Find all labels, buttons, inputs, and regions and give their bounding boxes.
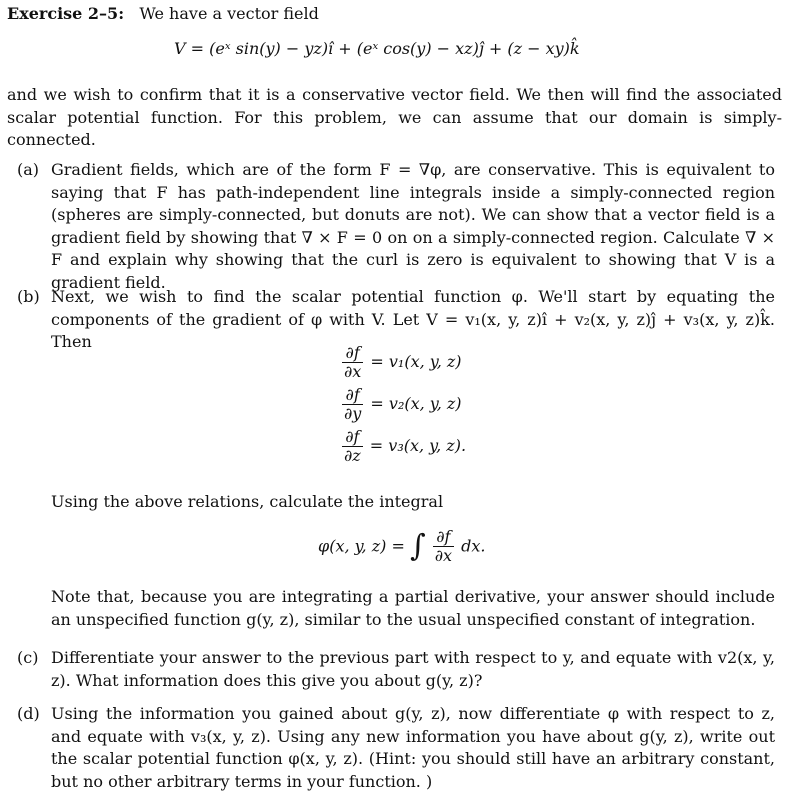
frac-dz-den: ∂z xyxy=(344,446,361,465)
relation-dy-rhs: = v₂(x, y, z) xyxy=(370,394,462,413)
relation-dz xyxy=(340,428,466,465)
part-b-text2: Using the above relations, calculate the integral xyxy=(51,492,444,511)
integral-frac-den: ∂x xyxy=(434,546,453,565)
frac-dz-num: ∂f xyxy=(342,428,363,447)
part-d-text: Using the information you gained about g(y, z), now differentiate φ with respect to z, and equate with v₃(x, y, z). Using any new information you have about g(y, z), write out the scalar potential function φ(x, y, z). (Hint: you should still have an arbitrary constant, but no other arbitrary terms in your function. ) xyxy=(51,704,775,791)
part-a-label: (a) xyxy=(17,160,40,179)
field-equation-text: V = (eˣ sin(y) − yz)î + (eˣ cos(y) − xz)ĵ + (z − xy)k̂ xyxy=(174,39,580,58)
part-b-text3: Note that, because you are integrating a partial derivative, your answer should include an unspecified function g(y, z), similar to the usual unspecified constant of integration. xyxy=(51,587,775,629)
integral-frac xyxy=(433,528,454,565)
relation-dx-rhs: = v₁(x, y, z) xyxy=(370,352,462,371)
frac-dy xyxy=(342,386,363,423)
integral-sign: ∫ xyxy=(409,528,426,564)
field-equation xyxy=(174,38,580,61)
exercise-intro: We have a vector field xyxy=(139,4,319,23)
part-b-label: (b) xyxy=(17,287,40,306)
part-b-text: Next, we wish to find the scalar potential function φ. We'll start by equating the components of the gradient of φ with V. Let V = v₁(x, y, z)î + v₂(x, y, z)ĵ + v₃(x, y, z)k̂. Then xyxy=(51,287,775,351)
part-d xyxy=(17,703,775,793)
part-c-label: (c) xyxy=(17,648,39,667)
integral-frac-num: ∂f xyxy=(433,528,454,547)
relation-dy xyxy=(340,386,462,423)
part-d-label: (d) xyxy=(17,704,40,723)
frac-dx-den: ∂x xyxy=(344,362,362,381)
integral-equation xyxy=(318,528,485,565)
frac-dx xyxy=(342,344,363,381)
frac-dy-den: ∂y xyxy=(344,404,362,423)
exercise-label: Exercise 2–5: xyxy=(7,4,125,23)
integral-tail: dx. xyxy=(461,536,486,556)
part-c xyxy=(17,647,775,692)
relation-dx xyxy=(340,344,462,381)
exercise-followup: and we wish to confirm that it is a conservative vector field. We then will find the associated scalar potential function. For this problem, we can assume that our domain is simply-connected. xyxy=(7,85,782,149)
part-c-text: Differentiate your answer to the previous part with respect to y, and equate with v2(x, y, z). What information does this give you about g(y, z)? xyxy=(51,648,775,690)
relation-dz-rhs: = v₃(x, y, z). xyxy=(369,436,467,455)
exercise-header xyxy=(7,3,782,26)
integral-lhs: φ(x, y, z) = xyxy=(318,536,405,556)
frac-dy-num: ∂f xyxy=(342,386,363,405)
part-a xyxy=(17,159,775,294)
frac-dz xyxy=(342,428,363,465)
part-a-text: Gradient fields, which are of the form F = ∇φ, are conservative. This is equivalent to saying that F has path-independent line integrals inside a simply-connected region (spheres are simply-connected, but donuts are not). We can show that a vector field is a gradient field by showing that ∇ × F = 0 on on a simply-connected region. Calculate ∇ × F and explain why showing that the curl is zero is equivalent to showing that V is a gradient field. xyxy=(51,160,775,292)
frac-dx-num: ∂f xyxy=(342,344,363,363)
